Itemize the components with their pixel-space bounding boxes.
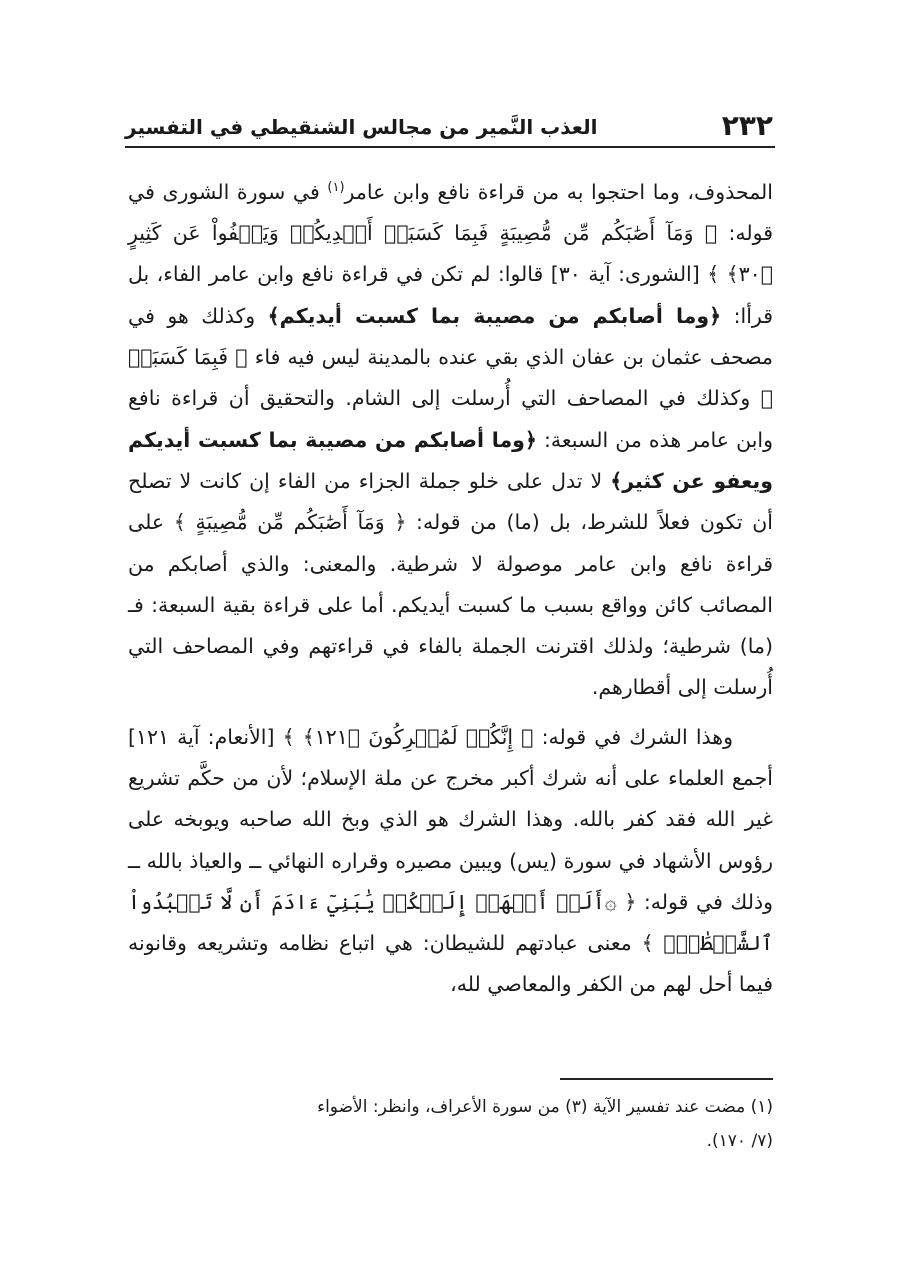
text-run: على قراءة نافع وابن عامر موصولة لا شرطية. والمعنى: والذي أصابكم من المصائب كائن وواقع بسبب ما كسبت أيديكم. أما على قراءة بقية السبعة: فـ (ما) شرطية؛ ولذلك اقترنت الجملة بالفاء في قراءتهم وفي المصاحف التي أُرسلت إلى أقطارهم. — [128, 510, 773, 700]
text-run: [الأنعام: آية ١٢١] أجمع العلماء على أنه شرك أكبر مخرج عن ملة الإسلام؛ لأن من حكَّم تشريع غير الله فقد كفر بالله. وهذا الشرك هو الذي وبخ الله صاحبه ويوبخه على رؤوس الأشهاد في سورة (يس) ويبين مصيره وقراره النهائي ــ والعياذ بالله ــ وذلك في قوله: — [128, 724, 773, 914]
text-run: وكذلك في المصاحف التي أُرسلت إلى الشام. والتحقيق أن قراءة نافع وابن عامر هذه من السبعة: — [128, 386, 773, 452]
quran-verse: ﴿ إِنَّكُمۡ لَمُشۡرِكُونَ ﴿١٢١﴾ ﴾ — [282, 724, 534, 749]
header-rule — [125, 146, 775, 148]
paragraph-2 — [128, 717, 773, 1006]
text-run: وهذا الشرك في قوله: — [533, 724, 733, 749]
page-header — [125, 108, 773, 144]
footnote-separator — [560, 1078, 773, 1080]
footnote-reference: (١) — [327, 180, 345, 195]
quran-verse: ﴿ وَمَآ أَصَٰبَكُم مِّن مُّصِيبَةٍ ﴾ — [173, 510, 407, 535]
text-run: وكذلك هو في مصحف عثمان بن عفان الذي بقي عنده بالمدينة ليس فيه فاء — [128, 303, 773, 370]
text-run: [الشورى: آية ٣٠] قالوا: لم تكن في قراءة نافع وابن عامر الفاء، بل قرأا: — [128, 262, 773, 328]
paragraph-1 — [128, 167, 773, 709]
text-run: لا تدل على خلو جملة الجزاء من الفاء إن كانت لا تصلح أن تكون فعلاً للشرط، بل (ما) من قوله: — [128, 468, 773, 535]
quran-verse: ﴿ فَبِمَا كَسَبَتۡ ﴾ — [128, 345, 773, 411]
text-run: المحذوف، وما احتجوا به من قراءة نافع وابن عامر — [344, 179, 773, 204]
qiraat-reading: ﴿وما أصابكم من مصيبة بما كسبت أيديكم ويعفو عن كثير﴾ — [128, 427, 773, 493]
main-text — [128, 167, 773, 1006]
quran-verse: ﴿ وَمَآ أَصَٰبَكُم مِّن مُّصِيبَةٍ فَبِمَا كَسَبَتۡ أَيۡدِيكُمۡ وَيَعۡفُواْ عَن كَثِيرٍ ﴿٣٠﴾ ﴾ — [128, 221, 774, 287]
footnote-line: (١) مضت عند تفسير الآية (٣) من سورة الأعراف، وانظر: الأضواء — [317, 1097, 773, 1117]
quran-verse: ﴿ ۞أَلَمۡ أَعۡهَدۡ إِلَيۡكُمۡ يَٰبَنِيٓ ءَادَمَ أَن لَّا تَعۡبُدُواْ ٱلشَّيۡطَٰنَۖ ﴾ — [128, 889, 773, 956]
footnote-line: (٧/ ١٧٠). — [706, 1131, 773, 1151]
page-number: ٢٣٢ — [721, 109, 773, 142]
qiraat-reading: ﴿وما أصابكم من مصيبة بما كسبت أيديكم﴾ — [267, 303, 722, 328]
running-title: العذب النَّمير من مجالس الشنقيطي في التفسير — [125, 115, 598, 139]
text-run: معنى عبادتهم للشيطان: هي اتباع نظامه وتشريعه وقانونه فيما أحل لهم من الكفر والمعاصي لله، — [128, 931, 773, 997]
text-run: في سورة الشورى في قوله: — [128, 179, 773, 246]
footnotes — [128, 1090, 773, 1158]
